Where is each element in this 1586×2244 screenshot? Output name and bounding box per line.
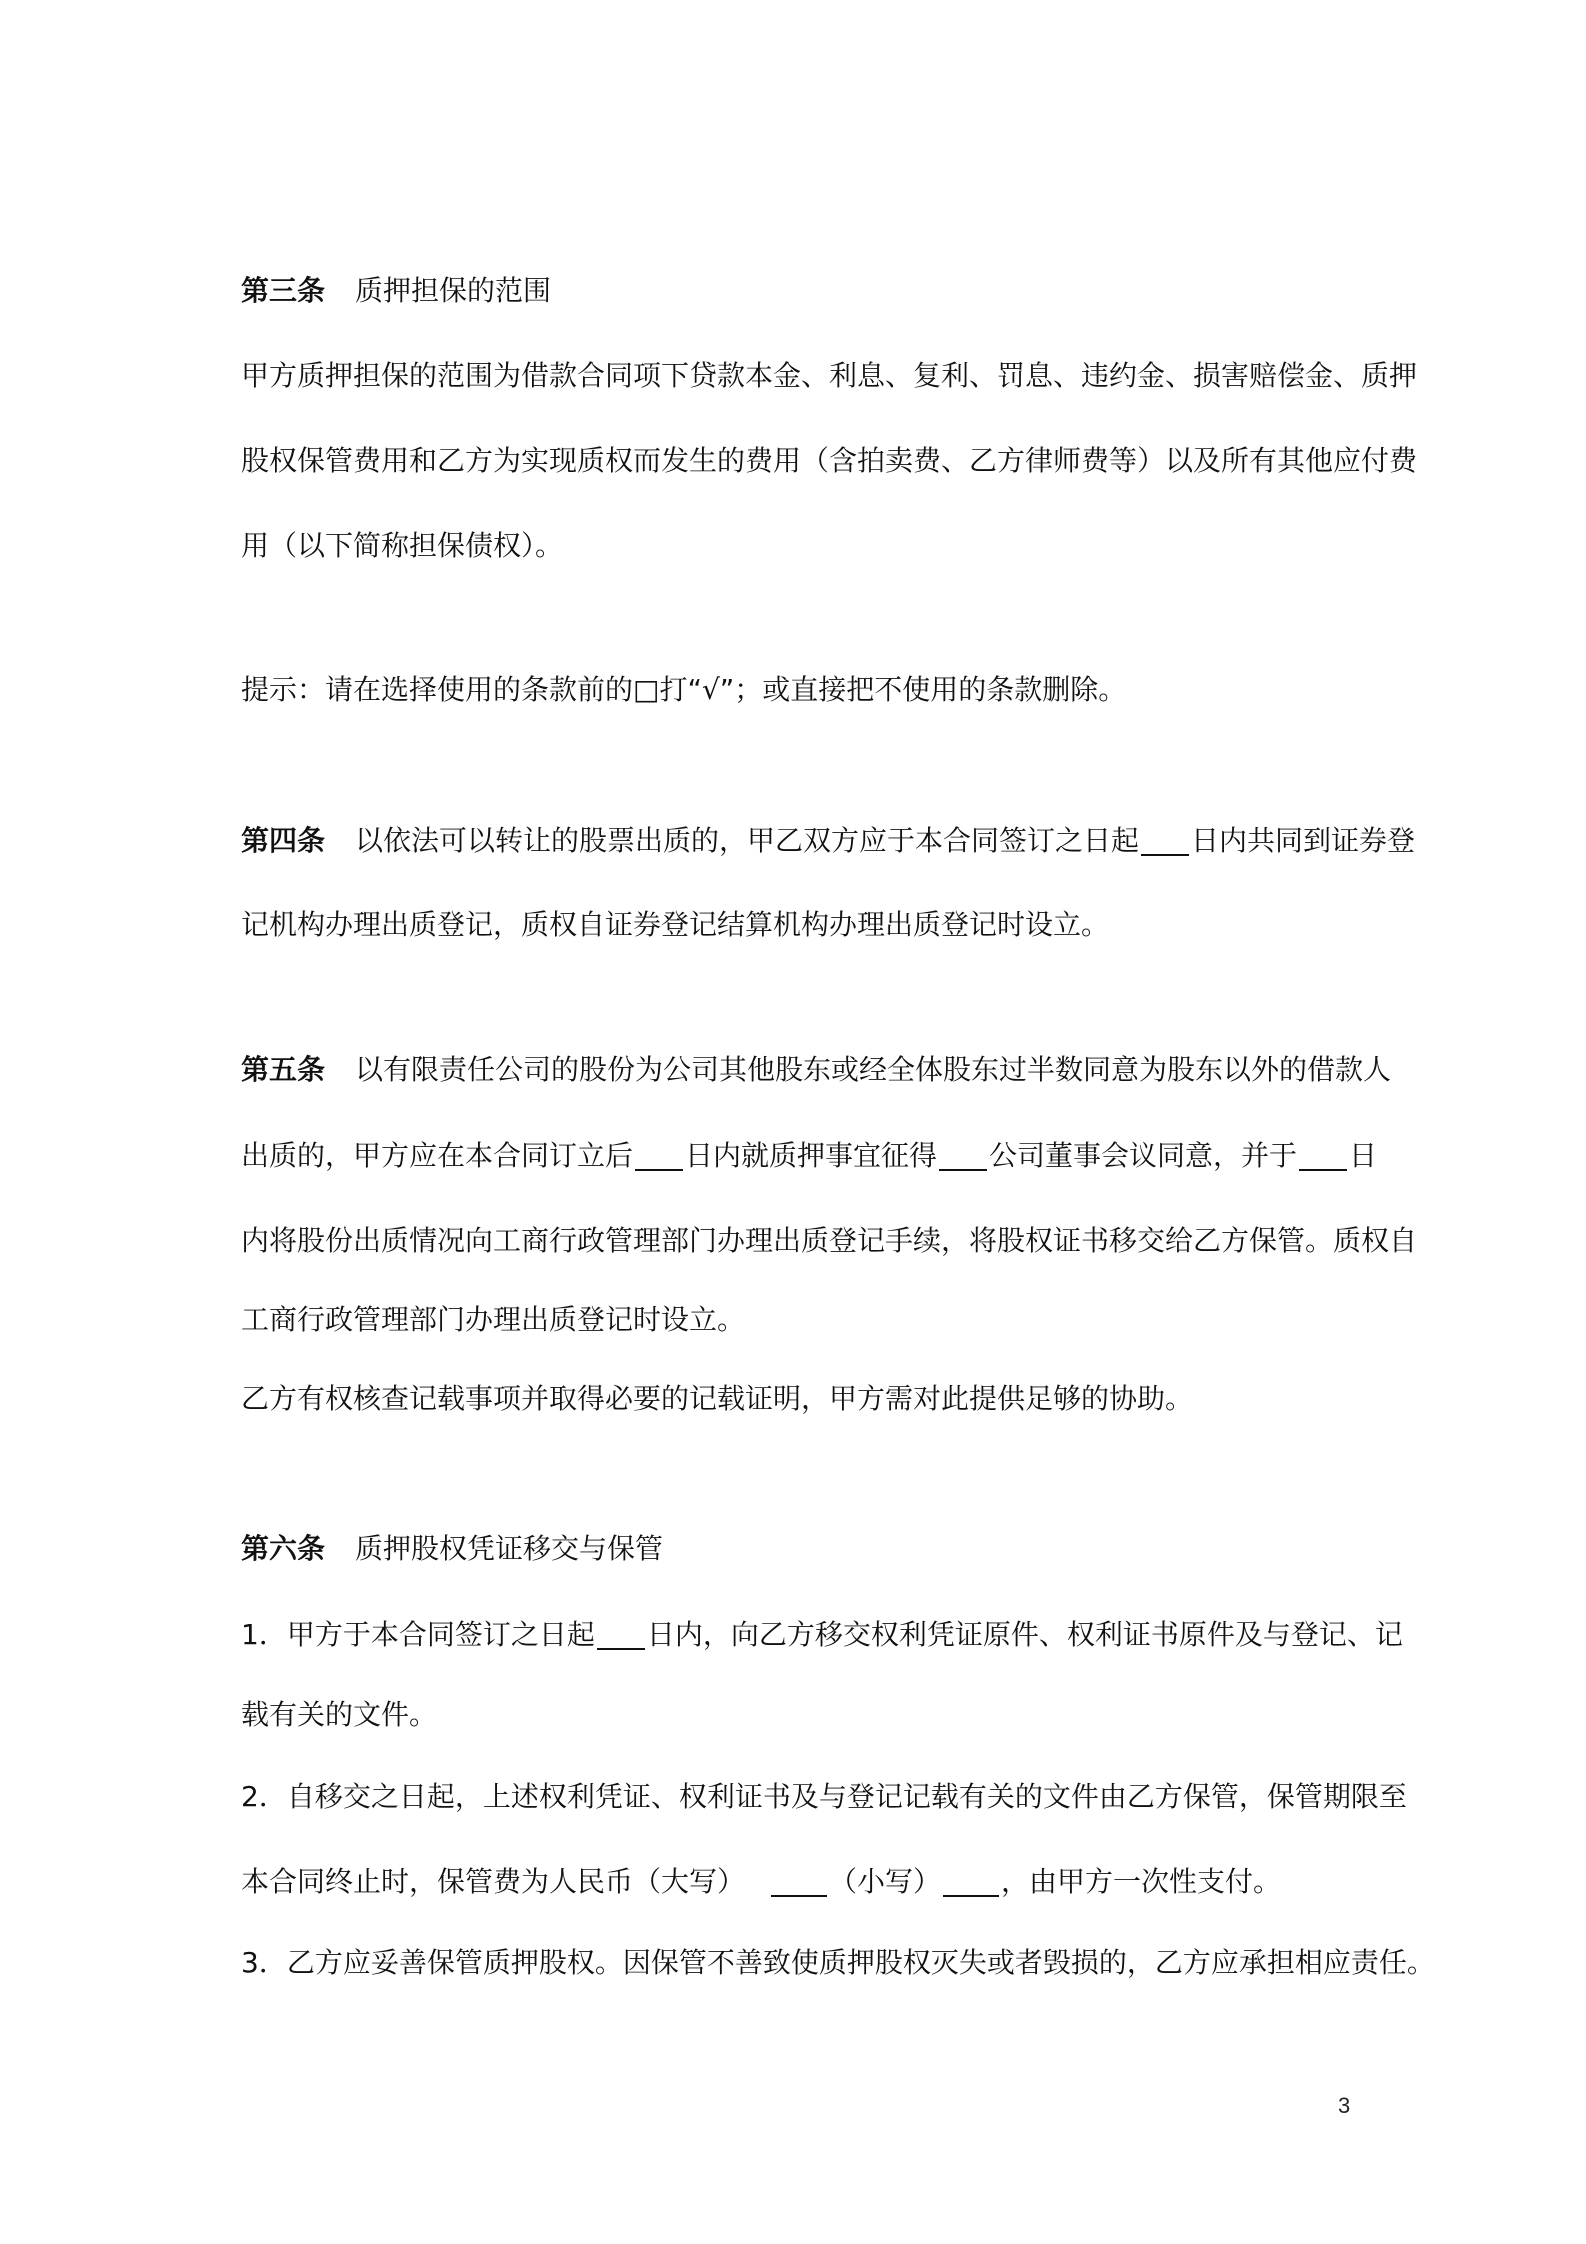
article-6-title: 质押股权凭证移交与保管 xyxy=(355,1532,664,1565)
fill-in-blank[interactable] xyxy=(1299,1139,1347,1171)
article-5-line-3: 内将股份出质情况向工商行政管理部门办理出质登记手续，将股权证书移交给乙方保管。质权自 xyxy=(241,1224,1418,1257)
article-6-item-3: 3．乙方应妥善保管质押股权。因保管不善致使质押股权灭失或者毁损的，乙方应承担相应责任。 xyxy=(241,1946,1435,1979)
article-5-text-1: 以有限责任公司的股份为公司其他股东或经全体股东过半数同意为股东以外的借款人 xyxy=(355,1053,1392,1086)
article-6-item-2-line-2 xyxy=(241,1863,1281,1901)
article-6-item-2-text-c: （小写） xyxy=(829,1865,942,1898)
article-6-heading xyxy=(241,1530,663,1568)
article-6-item-1-text-b: 日内，向乙方移交权利凭证原件、权利证书原件及与登记、记 xyxy=(646,1618,1403,1651)
page-number: 3 xyxy=(1338,2093,1351,2118)
fill-in-blank[interactable] xyxy=(771,1865,827,1897)
article-5-text-2b: 日内就质押事宜征得 xyxy=(685,1139,938,1172)
article-3-line-2: 股权保管费用和乙方为实现质权而发生的费用（含拍卖费、乙方律师费等）以及所有其他应付费 xyxy=(241,444,1418,477)
article-4-number: 第四条 xyxy=(241,824,326,857)
article-5-line-2 xyxy=(241,1137,1377,1175)
article-4-text-a: 以依法可以转让的股票出质的，甲乙双方应于本合同签订之日起 xyxy=(355,824,1140,857)
fill-in-blank[interactable] xyxy=(635,1139,683,1171)
fill-in-blank[interactable] xyxy=(1141,824,1189,856)
article-5-line-1 xyxy=(241,1051,1391,1089)
article-5-text-2d: 日 xyxy=(1349,1139,1378,1172)
article-3-line-1: 甲方质押担保的范围为借款合同项下贷款本金、利息、复利、罚息、违约金、损害赔偿金、质押 xyxy=(241,359,1418,392)
fill-in-blank[interactable] xyxy=(943,1865,999,1897)
article-5-text-2a: 出质的，甲方应在本合同订立后 xyxy=(241,1139,634,1172)
article-4-line-2: 记机构办理出质登记，质权自证券登记结算机构办理出质登记时设立。 xyxy=(241,908,1110,941)
article-6-item-2-text-d: ，由甲方一次性支付。 xyxy=(1001,1865,1282,1898)
fill-in-blank[interactable] xyxy=(597,1618,645,1650)
article-4-line-1 xyxy=(241,822,1415,860)
tip-note: 提示：请在选择使用的条款前的□打“√”；或直接把不使用的条款删除。 xyxy=(241,673,1127,706)
article-6-item-1-line-1 xyxy=(241,1616,1403,1654)
article-5-number: 第五条 xyxy=(241,1053,326,1086)
article-5-line-5: 乙方有权核查记载事项并取得必要的记载证明，甲方需对此提供足够的协助。 xyxy=(241,1382,1194,1415)
article-6-number: 第六条 xyxy=(241,1532,326,1565)
article-6-item-1-text-a: 1．甲方于本合同签订之日起 xyxy=(241,1618,595,1651)
article-3-number: 第三条 xyxy=(241,274,326,307)
article-6-item-2-text-b: 本合同终止时，保管费为人民币（大写） xyxy=(241,1865,746,1898)
article-4-text-b: 日内共同到证券登 xyxy=(1191,824,1416,857)
article-6-item-2-line-1: 2．自移交之日起，上述权利凭证、权利证书及与登记记载有关的文件由乙方保管，保管期限至 xyxy=(241,1780,1407,1813)
article-3-line-3: 用（以下简称担保债权）。 xyxy=(241,529,564,562)
article-3-heading xyxy=(241,272,551,310)
article-5-text-2c: 公司董事会议同意，并于 xyxy=(989,1139,1298,1172)
article-3-title: 质押担保的范围 xyxy=(355,274,552,307)
article-5-line-4: 工商行政管理部门办理出质登记时设立。 xyxy=(241,1303,746,1336)
article-6-item-1-line-2: 载有关的文件。 xyxy=(241,1698,438,1731)
fill-in-blank[interactable] xyxy=(939,1139,987,1171)
